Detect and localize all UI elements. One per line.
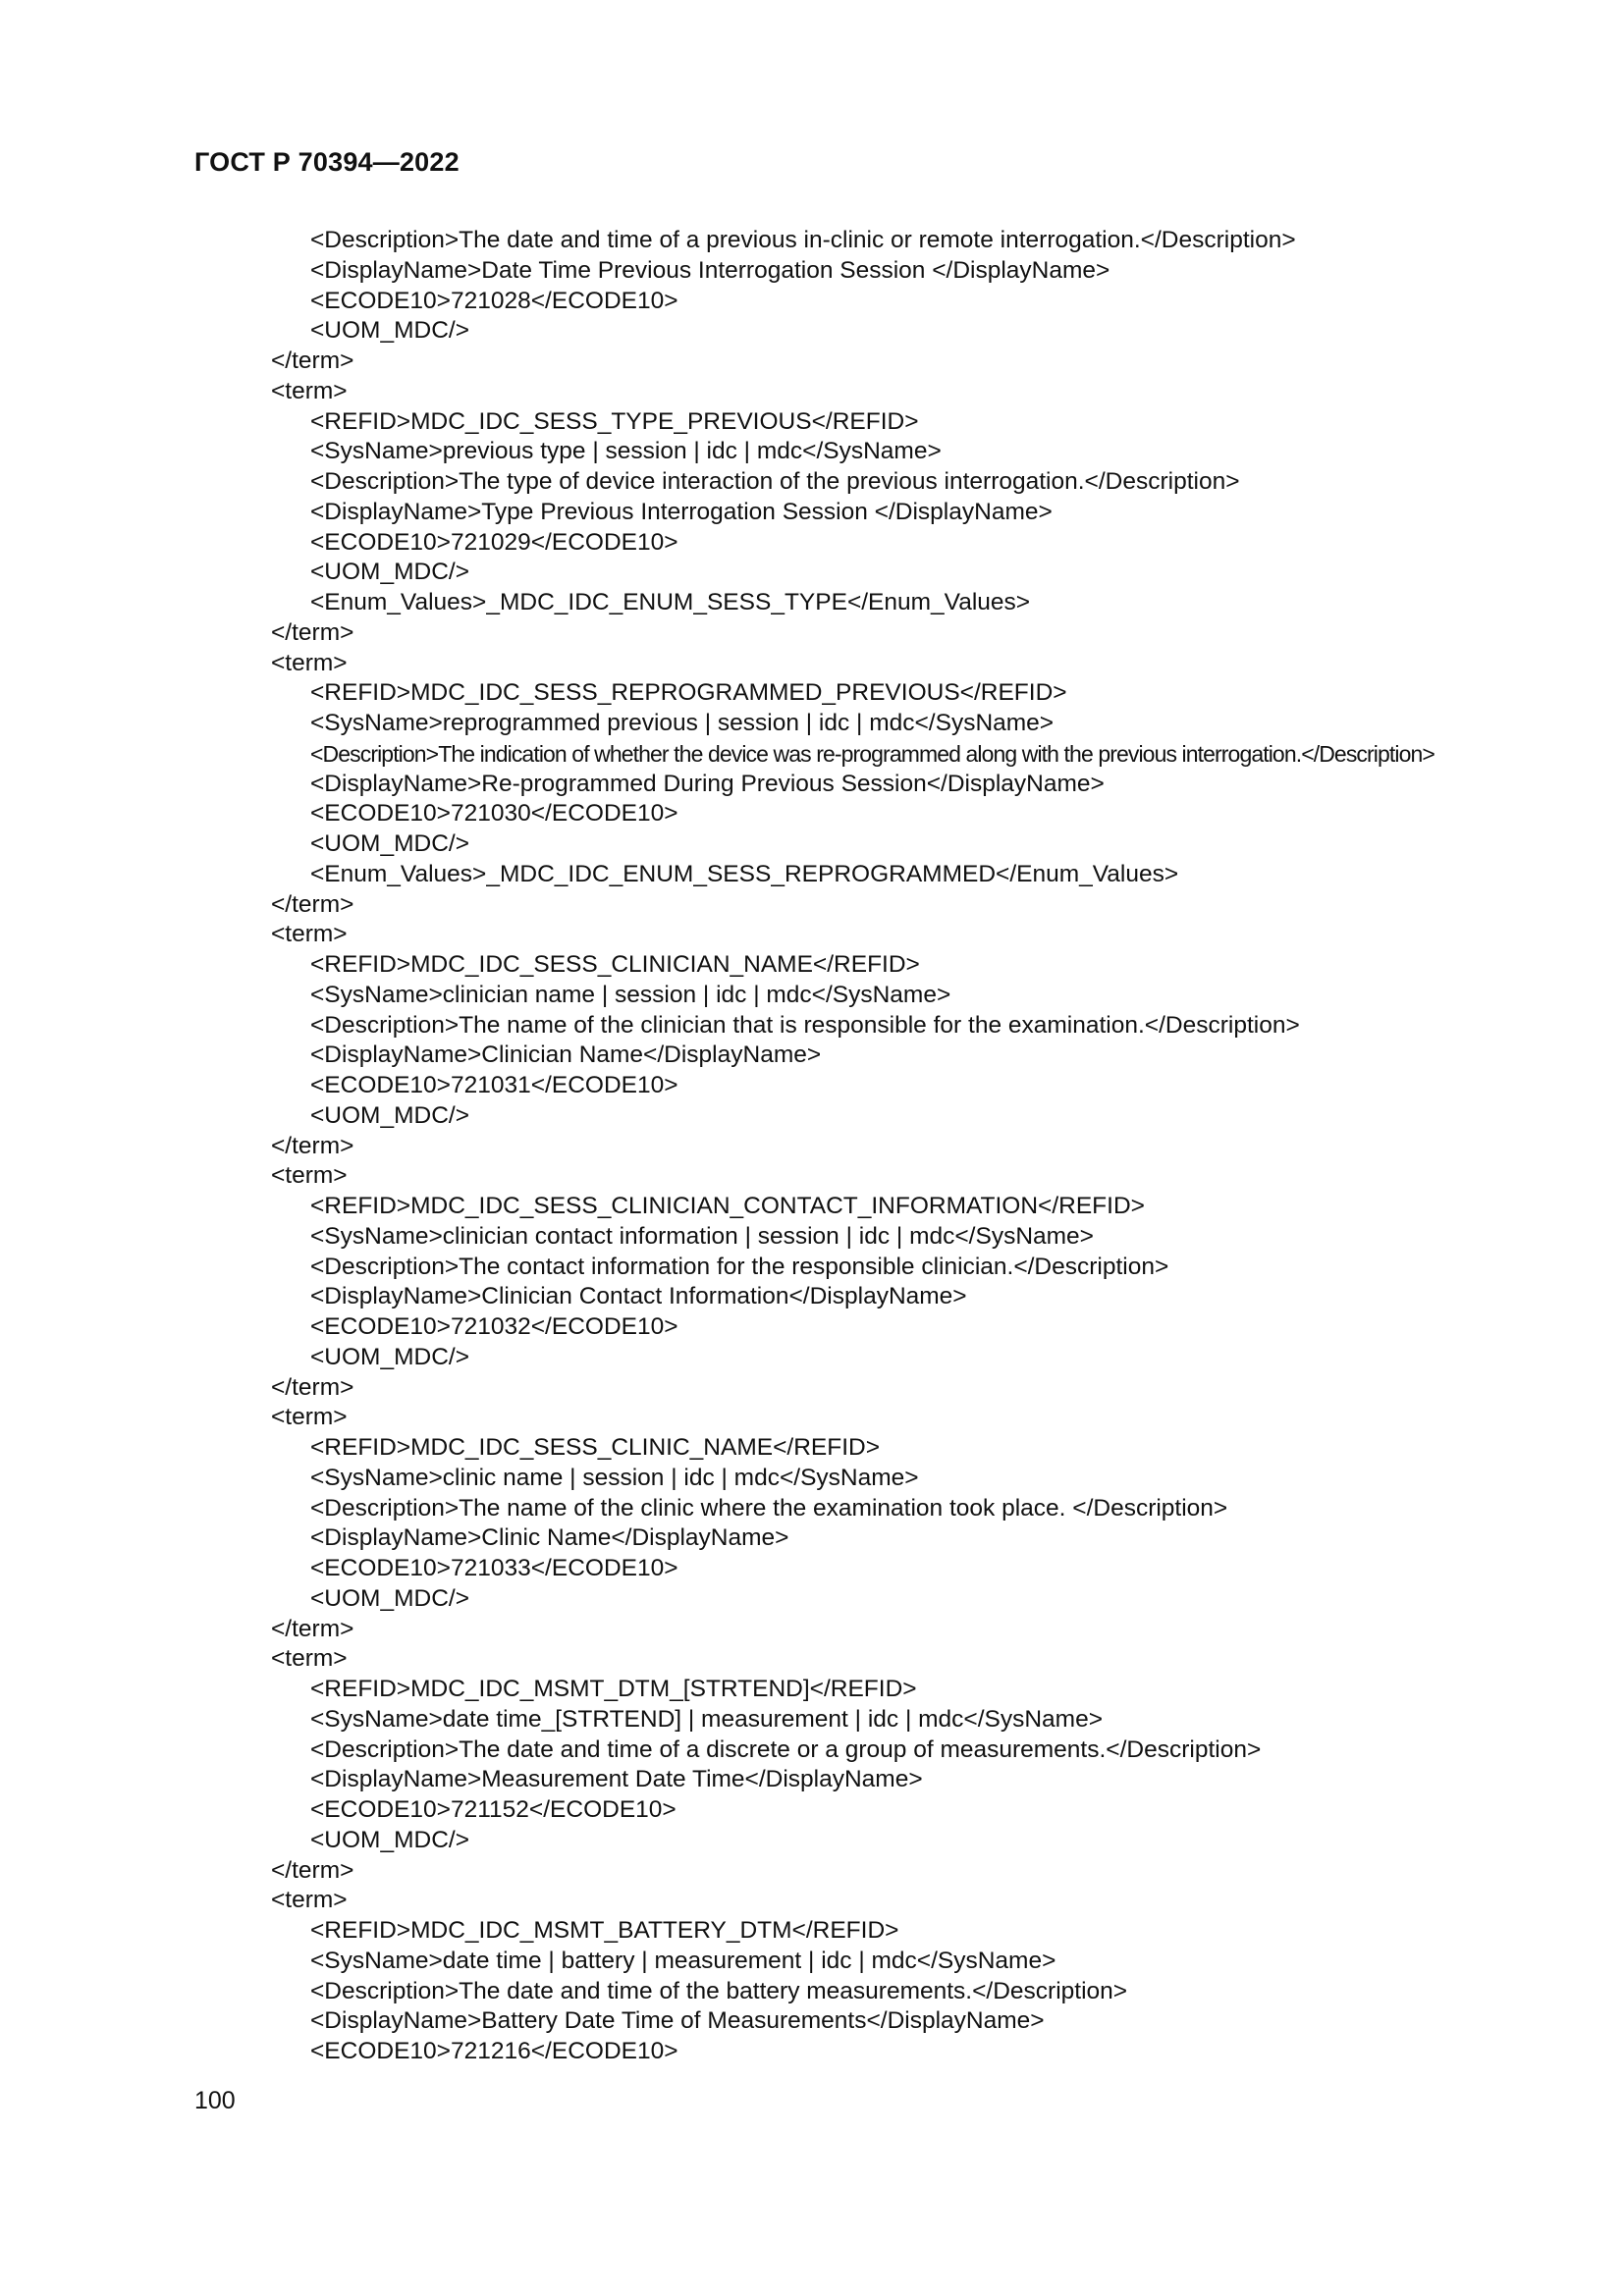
code-line: <UOM_MDC/> — [310, 559, 470, 586]
code-line: <REFID>MDC_IDC_MSMT_DTM_[STRTEND]</REFID> — [310, 1676, 917, 1702]
code-line: </term> — [271, 1373, 354, 1401]
code-line: <SysName>clinic name | session | idc | mdc</SysName> — [310, 1464, 919, 1491]
code-line: <REFID>MDC_IDC_SESS_CLINICIAN_CONTACT_INFORMATION</REFID> — [310, 1193, 1145, 1219]
code-line: <REFID>MDC_IDC_SESS_TYPE_PREVIOUS</REFID> — [310, 407, 919, 435]
code-line: <SysName>date time_[STRTEND] | measurement | idc | mdc</SysName> — [310, 1705, 1104, 1733]
code-line: <ECODE10>721152</ECODE10> — [310, 1796, 677, 1823]
code-line: <term> — [271, 649, 348, 676]
code-line: <Description>The name of the clinician that is responsible for the examination.</Description> — [310, 1011, 1300, 1039]
code-line: </term> — [271, 1615, 354, 1642]
code-line: <SysName>clinician name | session | idc | mdc</SysName> — [310, 981, 951, 1008]
code-line: <Enum_Values>_MDC_IDC_ENUM_SESS_REPROGRAMMED</Enum_Values> — [310, 860, 1179, 887]
code-line: <UOM_MDC/> — [310, 830, 470, 857]
code-line: <ECODE10>721028</ECODE10> — [310, 287, 678, 314]
code-line: <DisplayName>Re-programmed During Previous Session</DisplayName> — [310, 770, 1105, 797]
code-line: </term> — [271, 890, 354, 918]
code-line: <Enum_Values>_MDC_IDC_ENUM_SESS_TYPE</Enum_Values> — [310, 589, 1031, 615]
code-line: <ECODE10>721031</ECODE10> — [310, 1072, 678, 1098]
code-line: <SysName>clinician contact information | session | idc | mdc</SysName> — [310, 1222, 1094, 1250]
xml-code-listing — [0, 226, 1624, 2067]
code-line: <REFID>MDC_IDC_SESS_REPROGRAMMED_PREVIOUS</REFID> — [310, 679, 1067, 707]
code-line: </term> — [271, 1132, 354, 1159]
code-line: <DisplayName>Clinician Contact Information</DisplayName> — [310, 1283, 967, 1310]
code-line: <term> — [271, 1645, 348, 1673]
code-line: <ECODE10>721032</ECODE10> — [310, 1313, 678, 1340]
code-line: <DisplayName>Clinician Name</DisplayName> — [310, 1041, 822, 1069]
code-line: <Description>The indication of whether the device was re-programmed along with the previous interrogation.</Description> — [310, 740, 1435, 767]
code-line: <UOM_MDC/> — [310, 1584, 470, 1612]
code-line: <Description>The date and time of a discrete or a group of measurements.</Description> — [310, 1735, 1262, 1763]
code-line: </term> — [271, 1856, 354, 1884]
code-line: <SysName>date time | battery | measurement | idc | mdc</SysName> — [310, 1947, 1056, 1974]
code-line: <DisplayName>Measurement Date Time</DisplayName> — [310, 1766, 923, 1793]
code-line: <Description>The date and time of a previous in-clinic or remote interrogation.</Description> — [310, 227, 1296, 253]
code-line: <Description>The date and time of the battery measurements.</Description> — [310, 1977, 1128, 2004]
code-line: <ECODE10>721033</ECODE10> — [310, 1555, 678, 1581]
code-line: <term> — [271, 921, 348, 948]
code-line: <UOM_MDC/> — [310, 1826, 470, 1853]
code-line: <DisplayName>Type Previous Interrogation Session </DisplayName> — [310, 498, 1053, 525]
page-header-title: ГОСТ Р 70394—2022 — [194, 147, 460, 177]
code-line: <UOM_MDC/> — [310, 1101, 470, 1129]
code-line: <term> — [271, 1162, 348, 1190]
code-line: </term> — [271, 618, 354, 646]
code-line: <REFID>MDC_IDC_SESS_CLINIC_NAME</REFID> — [310, 1434, 880, 1461]
code-line: <DisplayName>Clinic Name</DisplayName> — [310, 1524, 789, 1552]
code-line: <Description>The name of the clinic where the examination took place. </Description> — [310, 1494, 1228, 1522]
code-line: <UOM_MDC/> — [310, 1343, 470, 1370]
code-line: <SysName>previous type | session | idc | mdc</SysName> — [310, 438, 942, 465]
code-line: <term> — [271, 377, 348, 404]
code-line: </term> — [271, 347, 354, 374]
code-line: <UOM_MDC/> — [310, 317, 470, 345]
code-line: <DisplayName>Date Time Previous Interrogation Session </DisplayName> — [310, 256, 1110, 284]
code-line: <term> — [271, 1404, 348, 1431]
code-line: <term> — [271, 1887, 348, 1914]
code-line: <REFID>MDC_IDC_SESS_CLINICIAN_NAME</REFID> — [310, 951, 920, 978]
code-line: <SysName>reprogrammed previous | session | idc | mdc</SysName> — [310, 710, 1055, 736]
code-line: <ECODE10>721029</ECODE10> — [310, 528, 678, 556]
code-line: <ECODE10>721030</ECODE10> — [310, 800, 678, 828]
code-line: <REFID>MDC_IDC_MSMT_BATTERY_DTM</REFID> — [310, 1917, 899, 1944]
code-line: <Description>The contact information for the responsible clinician.</Description> — [310, 1253, 1169, 1280]
code-line: <ECODE10>721216</ECODE10> — [310, 2038, 678, 2064]
page-number: 100 — [194, 2087, 236, 2114]
code-line: <DisplayName>Battery Date Time of Measurements</DisplayName> — [310, 2007, 1045, 2035]
code-line: <Description>The type of device interaction of the previous interrogation.</Description> — [310, 468, 1240, 495]
